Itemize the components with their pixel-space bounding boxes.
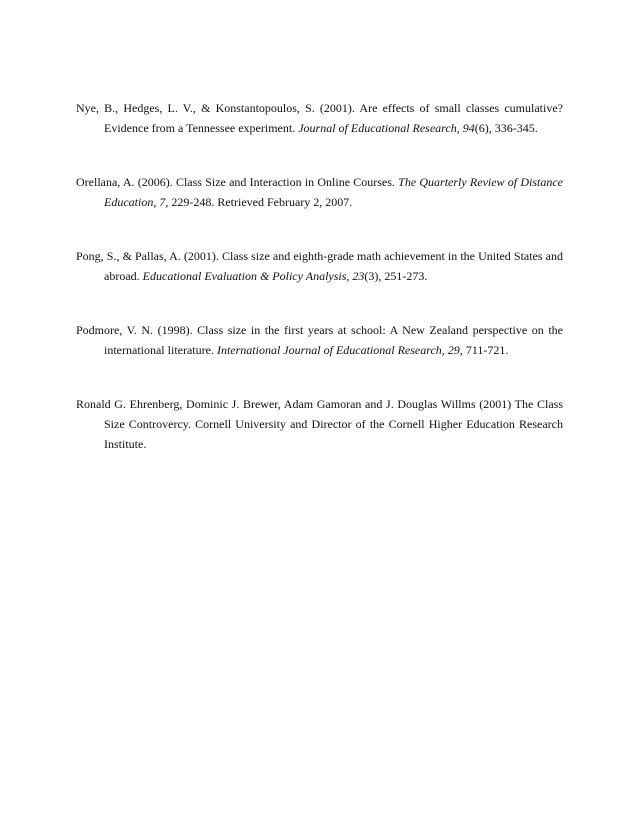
- reference-text: Ronald G. Ehrenberg, Dominic J. Brewer, Adam Gamoran and J. Douglas Willms (2001) The Class Size Controvercy. Cornell University and Director of the Cornell Higher Education Research Institute.: [76, 397, 563, 451]
- reference-journal: Journal of Educational Research, 94: [298, 121, 475, 135]
- reference-journal: The Quarterly Review of Distance Education, 7,: [104, 175, 563, 209]
- reference-text: (3), 251-273.: [364, 269, 428, 283]
- reference-text: (6), 336-345.: [474, 121, 538, 135]
- reference-entry: [76, 394, 563, 454]
- reference-entry: [76, 320, 563, 360]
- reference-entry: [76, 98, 563, 138]
- reference-text: Nye, B., Hedges, L. V., & Konstantopoulos, S. (2001). Are effects of small classes cumulative? Evidence from a Tennessee experiment.: [76, 101, 563, 135]
- reference-text: 711-721.: [462, 343, 509, 357]
- reference-entry: [76, 246, 563, 286]
- reference-journal: Educational Evaluation & Policy Analysis, 23: [142, 269, 365, 283]
- reference-list: [76, 98, 563, 454]
- reference-text: Orellana, A. (2006). Class Size and Interaction in Online Courses.: [76, 175, 399, 189]
- reference-text: 229-248. Retrieved February 2, 2007.: [168, 195, 353, 209]
- reference-entry: [76, 172, 563, 212]
- reference-text: Pong, S., & Pallas, A. (2001). Class size and eighth-grade math achievement in the United States and abroad.: [76, 249, 563, 283]
- reference-journal: International Journal of Educational Research, 29,: [216, 343, 463, 357]
- reference-text: Podmore, V. N. (1998). Class size in the first years at school: A New Zealand perspective on the international literature.: [76, 323, 563, 357]
